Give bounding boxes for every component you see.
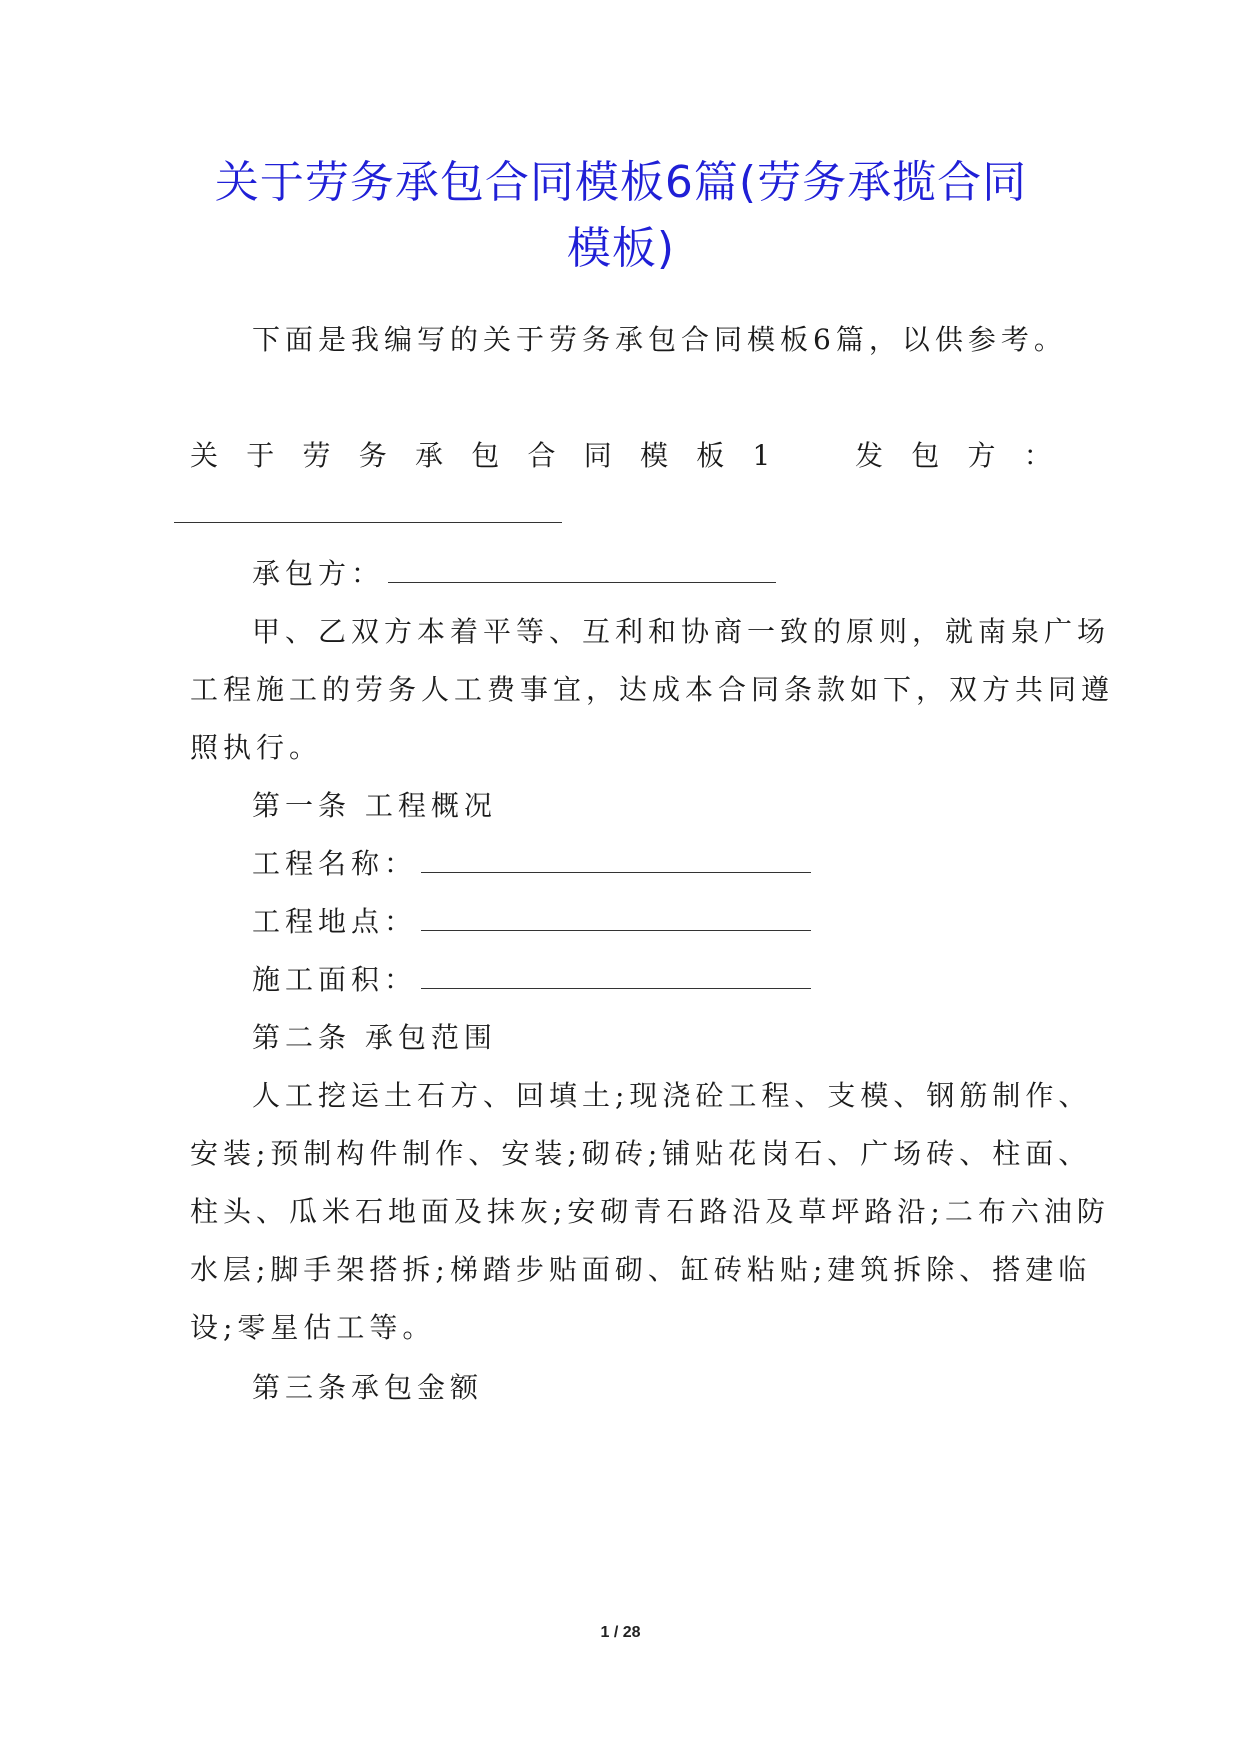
project-location-label: 工程地点： <box>252 905 418 938</box>
para2-line2: 安装;预制构件制作、安装;砌砖;铺贴花岗石、广场砖、柱面、 <box>190 1137 1092 1170</box>
construction-area-field <box>252 960 811 1000</box>
project-location-field <box>252 902 811 942</box>
contractor-blank-line <box>388 558 776 583</box>
heading-char: ： <box>1023 439 1052 472</box>
para1-line2: 工程施工的劳务人工费事宜，达成本合同条款如下，双方共同遵 <box>190 673 1115 706</box>
article1-heading: 第一条 工程概况 <box>252 789 497 822</box>
page-number: 1 / 28 <box>600 1624 641 1641</box>
heading-char: 劳 <box>302 439 331 472</box>
heading-char: 板 <box>696 439 725 472</box>
heading-char: 包 <box>471 439 500 472</box>
heading-char: 同 <box>583 439 612 472</box>
heading-char: 模 <box>640 439 669 472</box>
heading-char: 1 <box>752 439 771 472</box>
heading-char: 承 <box>415 439 444 472</box>
contract-heading-row <box>190 436 1052 476</box>
document-title-line2: 模板) <box>566 223 676 274</box>
project-location-blank-line <box>421 906 811 931</box>
project-name-label: 工程名称： <box>252 847 418 880</box>
heading-char: 务 <box>358 439 387 472</box>
document-title-line1: 关于劳务承包合同模板6篇(劳务承揽合同 <box>214 157 1028 208</box>
heading-char: 于 <box>246 439 275 472</box>
heading-char: 包 <box>911 439 940 472</box>
article3-heading: 第三条承包金额 <box>252 1371 484 1404</box>
para1-line3: 照执行。 <box>190 731 323 764</box>
contractor-field <box>252 554 776 594</box>
construction-area-label: 施工面积： <box>252 963 418 996</box>
para2-line5: 设;零星估工等。 <box>190 1311 436 1344</box>
heading-char: 合 <box>527 439 556 472</box>
heading-char: 关 <box>190 439 219 472</box>
para2-line3: 柱头、瓜米石地面及抹灰;安砌青石路沿及草坪路沿;二布六油防 <box>190 1195 1110 1228</box>
project-name-blank-line <box>421 848 811 873</box>
employer-blank-line <box>174 498 562 523</box>
para2-line1: 人工挖运土石方、回填土;现浇砼工程、支模、钢筋制作、 <box>252 1079 1092 1112</box>
project-name-field <box>252 844 811 884</box>
heading-char: 方 <box>967 439 996 472</box>
intro-text: 下面是我编写的关于劳务承包合同模板6篇，以供参考。 <box>252 323 1067 356</box>
para2-line4: 水层;脚手架搭拆;梯踏步贴面砌、缸砖粘贴;建筑拆除、搭建临 <box>190 1253 1092 1286</box>
construction-area-blank-line <box>421 964 811 989</box>
contractor-label: 承包方： <box>252 557 385 590</box>
article2-heading: 第二条 承包范围 <box>252 1021 497 1054</box>
heading-char: 发 <box>855 439 884 472</box>
para1-line1: 甲、乙双方本着平等、互利和协商一致的原则，就南泉广场 <box>252 615 1111 648</box>
